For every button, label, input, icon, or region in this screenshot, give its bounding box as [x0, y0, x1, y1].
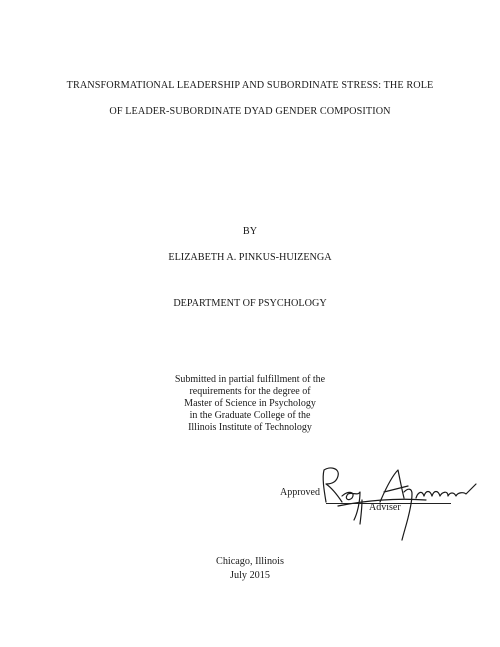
department-name: DEPARTMENT OF PSYCHOLOGY	[173, 298, 327, 309]
submission-date: July 2015	[230, 570, 270, 581]
submission-line-3: Master of Science in Psychology	[184, 398, 316, 409]
title-line-2: OF LEADER-SUBORDINATE DYAD GENDER COMPOSITION	[109, 106, 391, 117]
submission-line-5: Illinois Institute of Technology	[188, 422, 312, 433]
submission-line-4: in the Graduate College of the	[189, 410, 311, 421]
approved-label: Approved	[280, 487, 320, 498]
location: Chicago, Illinois	[216, 556, 284, 567]
adviser-signature	[308, 462, 478, 552]
submission-line-2: requirements for the degree of	[189, 386, 311, 397]
title-line-1: TRANSFORMATIONAL LEADERSHIP AND SUBORDINATE STRESS: THE ROLE	[66, 80, 434, 91]
adviser-label: Adviser	[369, 502, 401, 513]
approval-block	[268, 462, 478, 552]
author-name: ELIZABETH A. PINKUS-HUIZENGA	[168, 252, 332, 263]
by-label: BY	[242, 226, 258, 237]
submission-line-1: Submitted in partial fulfillment of the	[174, 374, 326, 385]
